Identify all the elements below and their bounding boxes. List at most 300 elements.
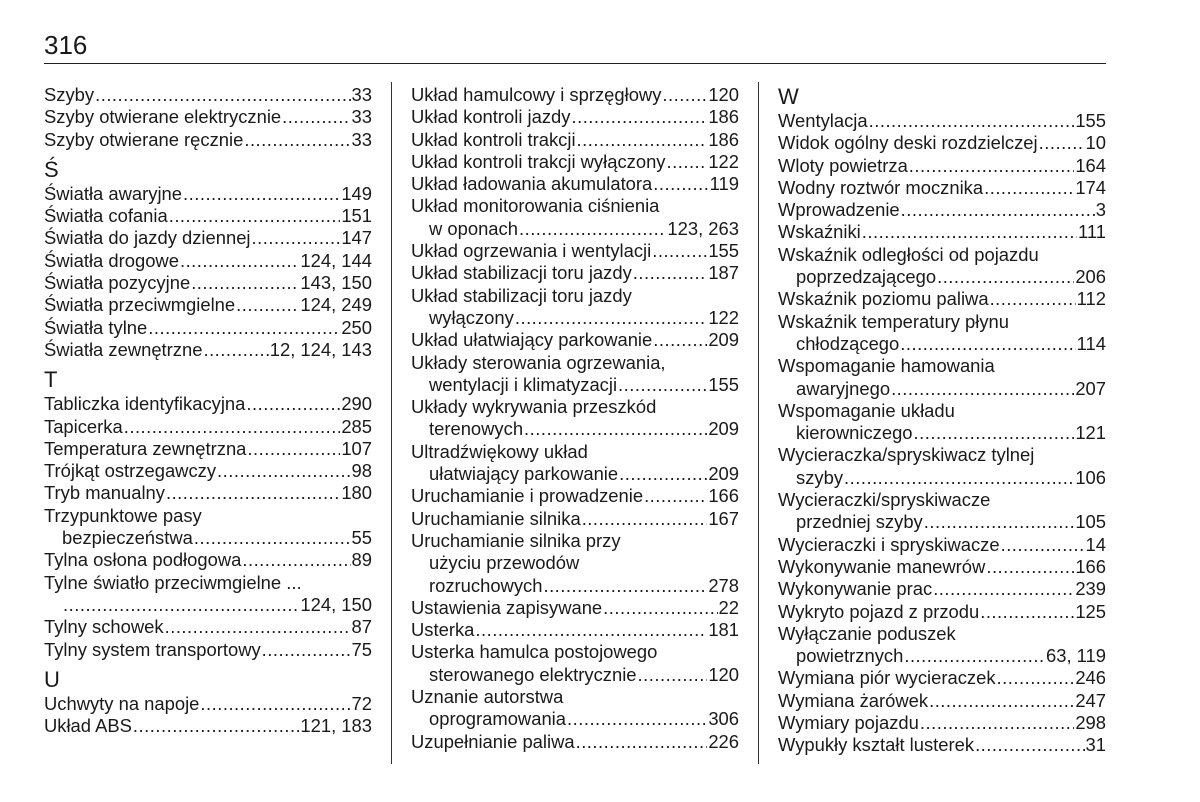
page-ref: 124, 144 [300, 249, 372, 271]
page-ref: 122 [708, 150, 739, 172]
dot-leader [475, 619, 707, 641]
dot-leader [920, 712, 1074, 734]
entry-term: Wspomaganie układu [778, 399, 955, 421]
page-ref: 3 [1095, 199, 1106, 221]
dot-leader [986, 556, 1074, 578]
entry-term: Tylny schowek [44, 616, 164, 638]
entry-term: Układ kontroli trakcji wyłączony [411, 150, 666, 172]
page-ref: 143, 150 [300, 272, 372, 294]
entry-term: Światła przeciwmgielne [44, 294, 236, 316]
index-entry [44, 639, 372, 661]
entry-term: Wymiana żarówek [778, 689, 929, 711]
entry-term: Wloty powietrza [778, 154, 908, 176]
entry-term: Światła drogowe [44, 249, 179, 271]
dot-leader [638, 664, 708, 686]
index-entry [411, 173, 739, 195]
dot-leader [933, 578, 1074, 600]
page-ref: 124, 150 [300, 593, 372, 615]
dot-leader [844, 467, 1074, 489]
dot-leader [924, 511, 1075, 533]
dot-leader [633, 262, 708, 284]
page-ref: 107 [341, 437, 372, 459]
page-ref: 87 [351, 616, 372, 638]
dot-leader [582, 508, 708, 530]
column-divider [391, 82, 392, 764]
dot-leader [191, 272, 299, 294]
page-ref: 151 [341, 205, 372, 227]
dot-leader [262, 639, 351, 661]
index-entry-group [778, 311, 1106, 356]
entry-term: Uruchamianie i prowadzenie [411, 485, 644, 507]
index-entry [778, 712, 1106, 734]
index-entry [778, 734, 1106, 756]
entry-term: Światła pozycyjne [44, 272, 191, 294]
index-entry [44, 416, 372, 438]
entry-term: poprzedzającego [796, 266, 937, 288]
section-letter: T [44, 367, 58, 393]
entry-term: Tylne światło przeciwmgielne ... [44, 571, 302, 593]
page-ref: 186 [708, 106, 739, 128]
index-entry [778, 690, 1106, 712]
entry-term: wyłączony [429, 306, 514, 328]
dot-leader [653, 329, 707, 351]
page-number: 316 [44, 30, 88, 60]
page-ref: 155 [708, 240, 739, 262]
index-entry [44, 294, 372, 316]
page-ref: 285 [341, 415, 372, 437]
page-ref: 239 [1075, 578, 1106, 600]
dot-leader [217, 460, 350, 482]
page-ref: 120 [708, 84, 739, 105]
dot-leader [984, 177, 1074, 199]
index-entry [411, 731, 739, 753]
page-ref: 10 [1085, 132, 1106, 154]
dot-leader [904, 645, 1045, 667]
dot-leader [980, 601, 1074, 623]
index-entry [44, 272, 372, 294]
entry-term: Tylna osłona podłogowa [44, 549, 242, 571]
entry-term: Układ ułatwiający parkowanie [411, 329, 653, 351]
dot-leader [194, 527, 351, 549]
page-ref: 120 [708, 663, 739, 685]
page-ref: 89 [351, 549, 372, 571]
page-ref: 14 [1085, 533, 1106, 555]
header-rule [44, 63, 1106, 64]
index-entry [44, 616, 372, 638]
index-entry [411, 262, 739, 284]
dot-leader [524, 418, 707, 440]
entry-term: Uruchamianie silnika [411, 507, 581, 529]
index-entry [778, 556, 1106, 578]
dot-leader [653, 173, 708, 195]
index-entry [44, 549, 372, 571]
page-ref: 206 [1075, 266, 1106, 288]
page-ref: 209 [708, 418, 739, 440]
entry-term: Wykonywanie prac [778, 578, 933, 600]
page-ref: 155 [708, 373, 739, 395]
page-ref: 207 [1075, 377, 1106, 399]
entry-term: awaryjnego [796, 377, 891, 399]
index-column-2 [411, 84, 739, 753]
page-ref: 121, 183 [300, 715, 372, 737]
entry-term: Wykryto pojazd z przodu [778, 600, 980, 622]
entry-term: sterowanego elektrycznie [429, 663, 637, 685]
entry-term: Uchwyty na napoje [44, 692, 200, 714]
dot-leader [901, 199, 1095, 221]
index-entry [778, 333, 1106, 355]
section-letter: U [44, 666, 60, 692]
index-entry [411, 508, 739, 530]
page-ref: 166 [1075, 555, 1106, 577]
page-ref: 187 [708, 262, 739, 284]
dot-leader [203, 339, 268, 361]
entry-term: Tapicerka [44, 415, 123, 437]
dot-leader [166, 482, 340, 504]
page-ref: 63, 119 [1046, 645, 1106, 667]
entry-term: Uzupełnianie paliwa [411, 730, 575, 752]
page-ref: 278 [708, 574, 739, 596]
dot-leader [577, 129, 708, 151]
page-ref: 114 [1076, 332, 1106, 354]
dot-leader [576, 731, 708, 753]
index-entry [778, 177, 1106, 199]
page-ref: 147 [341, 227, 372, 249]
entry-term: Wypukły kształt lusterek [778, 734, 975, 756]
entry-term: bezpieczeństwa [62, 527, 193, 549]
entry-term: użyciu przewodów [429, 552, 580, 574]
index-entry [44, 482, 372, 504]
entry-term: w oponach [429, 217, 518, 239]
page-ref: 55 [351, 527, 372, 549]
page-ref: 298 [1075, 712, 1106, 734]
index-entry [44, 339, 372, 361]
index-entry [411, 240, 739, 262]
index-entry [411, 708, 739, 730]
page-ref: 164 [1075, 154, 1106, 176]
entry-term: Szyby otwierane ręcznie [44, 128, 244, 150]
dot-leader [891, 378, 1074, 400]
entry-term: Układ kontroli trakcji [411, 128, 576, 150]
entry-term: Wymiary pojazdu [778, 712, 919, 734]
entry-term: Wskaźnik poziomu paliwa [778, 288, 989, 310]
entry-term: kierowniczego [796, 422, 913, 444]
index-entry [778, 534, 1106, 556]
dot-leader [909, 155, 1075, 177]
entry-term: terenowych [429, 418, 524, 440]
index-entry [411, 106, 739, 128]
dot-leader [929, 690, 1074, 712]
entry-term: Trójkąt ostrzegawczy [44, 460, 217, 482]
page-ref: 247 [1075, 689, 1106, 711]
index-entry-group [778, 244, 1106, 289]
entry-term: Usterka [411, 619, 475, 641]
index-entry [44, 594, 372, 616]
entry-term: Wycieraczki/spryskiwacze [778, 489, 991, 511]
entry-term: Światła cofania [44, 205, 168, 227]
column-divider [758, 82, 759, 764]
page-ref: 98 [351, 460, 372, 482]
entry-term: Wymiana piór wycieraczek [778, 667, 996, 689]
dot-leader [975, 734, 1084, 756]
index-entry-group [411, 195, 739, 240]
index-entry [411, 129, 739, 151]
dot-leader [246, 393, 340, 415]
entry-term: Układ kontroli jazdy [411, 106, 571, 128]
dot-leader [543, 575, 707, 597]
dot-leader [571, 106, 707, 128]
page-ref: 166 [708, 485, 739, 507]
dot-leader [644, 485, 707, 507]
index-entry [44, 693, 372, 715]
page-ref: 111 [1078, 221, 1106, 243]
entry-term: Widok ogólny deski rozdzielczej [778, 132, 1038, 154]
page-ref: 72 [351, 692, 372, 714]
index-entry [778, 221, 1106, 243]
index-entry [411, 84, 739, 106]
entry-term: Wskaźnik odległości od pojazdu [778, 243, 1039, 265]
page-ref: 226 [708, 730, 739, 752]
entry-term: Uznanie autorstwa [411, 686, 564, 708]
dot-leader [619, 463, 707, 485]
index-entry [778, 667, 1106, 689]
dot-leader [165, 616, 351, 638]
entry-term: Światła awaryjne [44, 182, 182, 204]
page-ref: 12, 124, 143 [269, 338, 372, 360]
entry-term: Wycieraczka/spryskiwacz tylnej [778, 444, 1035, 466]
page-ref: 124, 249 [300, 294, 372, 316]
page-ref: 105 [1075, 511, 1106, 533]
entry-term: Szyby otwierane elektrycznie [44, 106, 282, 128]
section-letter: Ś [44, 156, 59, 182]
page-ref: 209 [708, 463, 739, 485]
index-entry [44, 183, 372, 205]
dot-leader [667, 151, 708, 173]
index-entry [411, 619, 739, 641]
dot-leader [997, 667, 1075, 689]
entry-term: rozruchowych [429, 574, 543, 596]
index-entry [44, 227, 372, 249]
page-ref: 119 [709, 173, 739, 195]
page-ref: 33 [351, 106, 372, 128]
entry-term: powietrznych [796, 645, 904, 667]
page-ref: 33 [351, 128, 372, 150]
dot-leader [869, 110, 1075, 132]
entry-term: Tabliczka identyfikacyjna [44, 393, 246, 415]
index-entry [411, 664, 739, 686]
page-ref: 167 [708, 507, 739, 529]
index-entry [778, 266, 1106, 288]
entry-term: Tryb manualny [44, 482, 165, 504]
page-ref: 121 [1075, 422, 1106, 444]
index-entry [44, 84, 372, 106]
index-entry-group [411, 285, 739, 330]
entry-term: Światła tylne [44, 316, 148, 338]
dot-leader [862, 221, 1077, 243]
entry-term: Wskaźniki [778, 221, 861, 243]
dot-leader [618, 374, 707, 396]
dot-leader [282, 106, 350, 128]
dot-leader [515, 307, 707, 329]
page-ref: 209 [708, 329, 739, 351]
entry-term: Układy wykrywania przeszkód [411, 396, 657, 418]
page-ref: 123, 263 [667, 217, 739, 239]
entry-term: Ultradźwiękowy układ [411, 440, 588, 462]
section-letter: W [778, 84, 799, 109]
entry-term: Usterka hamulca postojowego [411, 641, 658, 663]
dot-leader [652, 240, 707, 262]
entry-term: Temperatura zewnętrzna [44, 437, 247, 459]
page-ref: 149 [341, 182, 372, 204]
entry-term: Układ stabilizacji toru jazdy [411, 262, 632, 284]
dot-leader [990, 288, 1076, 310]
index-entry-group [44, 572, 372, 617]
page-ref: 181 [708, 619, 739, 641]
dot-leader [242, 549, 350, 571]
dot-leader [169, 205, 341, 227]
page-ref: 180 [341, 482, 372, 504]
entry-term: Trzypunktowe pasy [44, 504, 202, 526]
entry-term: Wprowadzenie [778, 199, 900, 221]
page-ref: 22 [718, 596, 739, 618]
dot-leader [200, 693, 350, 715]
entry-term: Układ ABS [44, 715, 132, 737]
index-column-3 [778, 84, 1106, 757]
dot-leader [133, 715, 299, 737]
index-entry [411, 463, 739, 485]
index-entry [411, 218, 739, 240]
index-entry [778, 422, 1106, 444]
page-ref: 106 [1075, 466, 1106, 488]
dot-leader [937, 266, 1074, 288]
index-entry-group [411, 530, 739, 597]
dot-leader [519, 218, 666, 240]
index-entry [44, 317, 372, 339]
index-entry [411, 329, 739, 351]
entry-term: Tylny system transportowy [44, 638, 261, 660]
index-entry [778, 467, 1106, 489]
index-entry-group [411, 641, 739, 686]
index-entry [411, 151, 739, 173]
entry-term: Układy sterowania ogrzewania, [411, 351, 666, 373]
index-entry-group [778, 400, 1106, 445]
dot-leader [244, 129, 350, 151]
index-entry [411, 374, 739, 396]
entry-term: Wentylacja [778, 110, 868, 131]
index-entry [44, 393, 372, 415]
entry-term: przedniej szyby [796, 511, 923, 533]
index-entry-group [411, 352, 739, 397]
dot-leader [567, 708, 707, 730]
page-ref: 122 [708, 306, 739, 328]
index-entry-group [778, 355, 1106, 400]
entry-term: Układ stabilizacji toru jazdy [411, 284, 632, 306]
page-ref: 290 [341, 393, 372, 415]
dot-leader [1001, 534, 1085, 556]
page-ref: 112 [1076, 288, 1106, 310]
entry-term: Ustawienia zapisywane [411, 596, 603, 618]
index-entry [778, 199, 1106, 221]
entry-term: Układ ogrzewania i wentylacji [411, 240, 652, 262]
page-ref: 250 [341, 316, 372, 338]
entry-term: szyby [796, 466, 844, 488]
dot-leader [662, 84, 707, 106]
dot-leader [124, 416, 341, 438]
entry-term: Wyłączanie poduszek [778, 622, 956, 644]
entry-term: Światła zewnętrzne [44, 338, 203, 360]
dot-leader [183, 183, 340, 205]
index-entry [411, 575, 739, 597]
index-entry [44, 460, 372, 482]
index-entry [411, 307, 739, 329]
page-ref: 155 [1075, 110, 1106, 131]
entry-term: Wodny roztwór mocznika [778, 176, 984, 198]
index-entry [44, 129, 372, 151]
page-ref: 246 [1075, 667, 1106, 689]
page-ref: 31 [1085, 734, 1106, 756]
index-entry-group [411, 441, 739, 486]
index-entry [44, 205, 372, 227]
page-ref: 33 [351, 84, 372, 105]
index-entry [44, 250, 372, 272]
dot-leader [252, 227, 341, 249]
index-entry [44, 527, 372, 549]
entry-term: Układ hamulcowy i sprzęgłowy [411, 84, 662, 105]
index-column-1 [44, 84, 372, 737]
dot-leader [63, 594, 299, 616]
entry-term: ułatwiający parkowanie [429, 463, 619, 485]
index-entry [778, 511, 1106, 533]
index-entry-group [44, 505, 372, 550]
index-entry [411, 597, 739, 619]
index-entry-group [411, 686, 739, 731]
index-entry [778, 601, 1106, 623]
index-entry [778, 288, 1106, 310]
entry-term: chłodzącego [796, 332, 900, 354]
dot-leader [914, 422, 1075, 444]
entry-term: Wskaźnik temperatury płynu [778, 310, 1009, 332]
index-entry [44, 715, 372, 737]
dot-leader [236, 294, 299, 316]
index-entry [778, 155, 1106, 177]
dot-leader [95, 84, 350, 106]
index-entry-group [411, 396, 739, 441]
dot-leader [603, 597, 717, 619]
index-entry [778, 132, 1106, 154]
dot-leader [180, 250, 299, 272]
page-ref: 75 [351, 638, 372, 660]
index-entry-group [778, 444, 1106, 489]
dot-leader [1039, 132, 1085, 154]
index-entry-group [778, 489, 1106, 534]
entry-term: wentylacji i klimatyzacji [429, 373, 618, 395]
entry-term: Wspomaganie hamowania [778, 355, 995, 377]
index-entry-group [778, 623, 1106, 668]
entry-term: Wykonywanie manewrów [778, 555, 986, 577]
page-ref: 125 [1075, 600, 1106, 622]
entry-term: Układ ładowania akumulatora [411, 173, 653, 195]
entry-term: oprogramowania [429, 708, 566, 730]
dot-leader [900, 333, 1075, 355]
entry-term: Światła do jazdy dziennej [44, 227, 251, 249]
index-entry [411, 485, 739, 507]
index-entry [778, 578, 1106, 600]
page-ref: 186 [708, 128, 739, 150]
index-entry [44, 106, 372, 128]
index-entry [778, 645, 1106, 667]
entry-term: Uruchamianie silnika przy [411, 529, 621, 551]
entry-term: Układ monitorowania ciśnienia [411, 195, 660, 217]
index-entry [44, 438, 372, 460]
